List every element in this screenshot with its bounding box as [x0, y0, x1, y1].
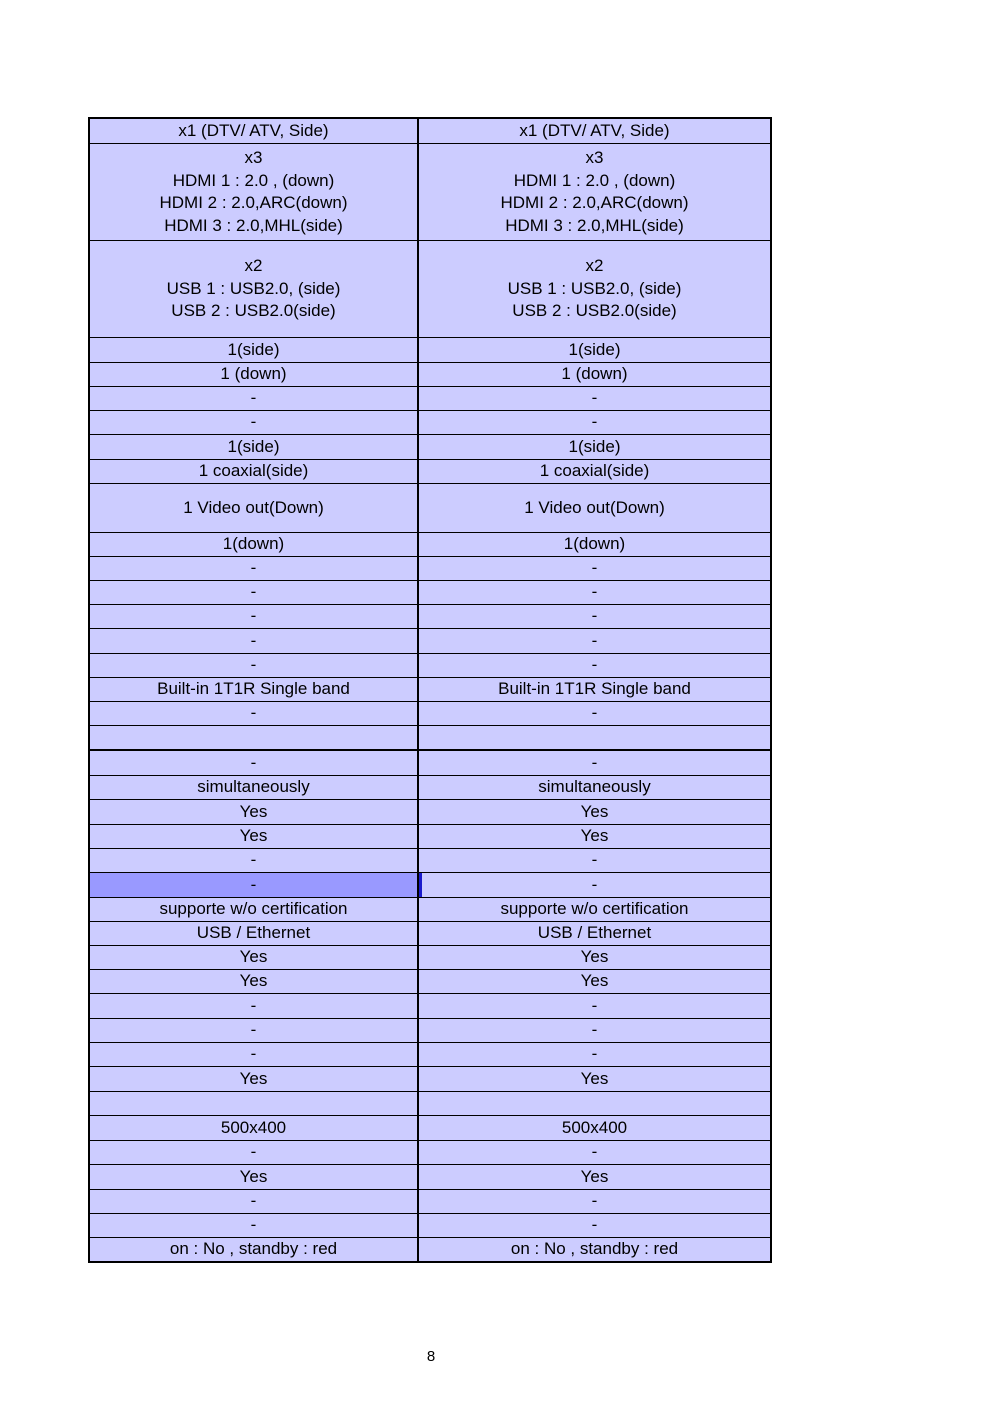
spec-cell-model-a[interactable] — [89, 338, 418, 363]
spec-cell-model-a[interactable] — [89, 1116, 418, 1141]
cell-text-line: 1 coaxial(side) — [198, 461, 309, 481]
cell-text-line: 1(side) — [227, 436, 280, 456]
cell-text-line: - — [591, 850, 598, 870]
table-row — [89, 557, 771, 581]
spec-cell-model-b[interactable] — [418, 533, 771, 557]
cell-text-line: - — [591, 388, 598, 408]
spec-cell-model-b[interactable] — [418, 825, 771, 849]
cell-text-line: USB 1 : USB2.0, (side) — [507, 278, 682, 298]
spec-cell-model-b[interactable] — [418, 1238, 771, 1263]
cell-text-line: - — [250, 850, 257, 870]
cell-text-line: Yes — [580, 1166, 609, 1186]
cell-text-line: - — [250, 412, 257, 432]
spec-cell-model-a[interactable] — [89, 1067, 418, 1092]
spec-cell-model-b[interactable] — [418, 776, 771, 800]
spec-cell-model-b[interactable] — [418, 411, 771, 435]
spec-cell-model-a[interactable] — [89, 726, 418, 751]
cell-text-line: - — [591, 703, 598, 723]
spec-cell-model-a[interactable] — [89, 581, 418, 605]
cell-text-line: on : No , standby : red — [169, 1239, 338, 1259]
cell-text-line: - — [591, 412, 598, 432]
cell-text-line: USB / Ethernet — [196, 923, 311, 943]
spec-cell-model-b[interactable] — [418, 654, 771, 678]
table-row — [89, 825, 771, 849]
table-row — [89, 1067, 771, 1092]
spec-cell-model-a[interactable] — [89, 922, 418, 946]
cell-text-line: 1 Video out(Down) — [524, 497, 665, 517]
cell-text-line: - — [591, 874, 598, 894]
spec-cell-model-b[interactable] — [418, 557, 771, 581]
spec-cell-model-a[interactable] — [89, 678, 418, 702]
spec-cell-model-a[interactable] — [89, 411, 418, 435]
page-number: 8 — [426, 1348, 436, 1365]
table-row — [89, 629, 771, 654]
cell-text-line: Built-in 1T1R Single band — [498, 679, 691, 699]
cell-text-line: - — [250, 1215, 257, 1235]
spec-cell-model-a[interactable] — [89, 605, 418, 629]
spec-cell-model-b[interactable] — [418, 994, 771, 1019]
cell-text-line: Yes — [580, 971, 609, 991]
spec-cell-model-b[interactable] — [418, 363, 771, 387]
spec-cell-model-a[interactable] — [89, 1165, 418, 1190]
spec-cell-model-a[interactable] — [89, 484, 418, 533]
table-row — [89, 849, 771, 873]
cell-text-line: simultaneously — [538, 777, 651, 797]
cell-text-line: HDMI 3 : 2.0,MHL(side) — [505, 215, 684, 235]
spec-cell-model-a[interactable] — [89, 557, 418, 581]
spec-cell-model-a[interactable] — [89, 118, 418, 144]
table-row — [89, 994, 771, 1019]
table-row — [89, 726, 771, 751]
table-row — [89, 605, 771, 629]
cell-text-line: 500x400 — [561, 1117, 628, 1137]
cell-text-line: Yes — [239, 971, 268, 991]
cell-text-line: x2 — [585, 256, 604, 276]
spec-cell-model-b[interactable] — [418, 629, 771, 654]
spec-cell-model-b[interactable] — [418, 750, 771, 776]
cell-text-line: - — [250, 1191, 257, 1211]
spec-cell-model-b[interactable] — [418, 338, 771, 363]
cell-text-line: - — [250, 655, 257, 675]
table-row — [89, 435, 771, 460]
cell-text-line: - — [591, 1020, 598, 1040]
cell-text-line: - — [250, 582, 257, 602]
cell-text-line: x3 — [244, 148, 263, 167]
table-row — [89, 363, 771, 387]
spec-cell-model-a[interactable] — [89, 946, 418, 970]
cell-text-line: x2 — [244, 256, 263, 276]
spec-cell-model-b[interactable] — [418, 1019, 771, 1043]
table-row — [89, 1165, 771, 1190]
cell-text-line: Yes — [239, 826, 268, 846]
spec-cell-model-b[interactable] — [418, 484, 771, 533]
spec-cell-model-a[interactable] — [89, 435, 418, 460]
table-row — [89, 922, 771, 946]
cell-text-line: USB / Ethernet — [537, 923, 652, 943]
cell-text-line: USB 2 : USB2.0(side) — [512, 301, 677, 321]
spec-cell-model-b[interactable] — [418, 1043, 771, 1067]
cell-text-line: - — [250, 606, 257, 626]
table-row — [89, 946, 771, 970]
table-row — [89, 678, 771, 702]
cell-text-line: 1(down) — [563, 534, 626, 554]
cell-text-line: HDMI 2 : 2.0,ARC(down) — [159, 193, 348, 212]
cell-text-line: - — [250, 558, 257, 578]
spec-cell-model-a[interactable] — [89, 1092, 418, 1116]
spec-cell-model-a[interactable] — [89, 241, 418, 338]
spec-cell-model-a[interactable] — [89, 994, 418, 1019]
cell-text-line: - — [591, 582, 598, 602]
table-row — [89, 750, 771, 776]
spec-cell-model-b[interactable] — [418, 1214, 771, 1238]
spec-cell-model-b[interactable] — [418, 581, 771, 605]
cell-text-line: - — [591, 630, 598, 650]
table-row — [89, 1141, 771, 1165]
cell-text-line: USB 1 : USB2.0, (side) — [166, 278, 341, 298]
spec-cell-model-a[interactable] — [89, 825, 418, 849]
cell-text-line: - — [591, 606, 598, 626]
cell-text-line: 1(side) — [568, 339, 621, 359]
cell-text-line: 1 coaxial(side) — [539, 461, 650, 481]
spec-cell-model-b[interactable] — [418, 873, 771, 898]
spec-cell-model-b[interactable] — [418, 1190, 771, 1214]
cell-text-line: - — [591, 655, 598, 675]
spec-cell-model-b[interactable] — [418, 1141, 771, 1165]
spec-cell-model-a[interactable] — [89, 533, 418, 557]
cell-text-line: HDMI 3 : 2.0,MHL(side) — [164, 215, 343, 235]
spec-cell-model-a[interactable] — [89, 750, 418, 776]
spec-cell-model-a[interactable] — [89, 776, 418, 800]
cell-text-line: x3 — [585, 148, 604, 167]
spec-cell-model-a[interactable] — [89, 1019, 418, 1043]
cell-text-line: - — [250, 630, 257, 650]
spec-cell-model-b[interactable] — [418, 922, 771, 946]
spec-cell-model-a[interactable] — [89, 702, 418, 726]
spec-cell-model-a[interactable] — [89, 387, 418, 411]
spec-cell-model-b[interactable] — [418, 435, 771, 460]
table-row — [89, 1238, 771, 1263]
table-row — [89, 1043, 771, 1067]
cell-text-line: supporte w/o certification — [159, 899, 348, 919]
table-row — [89, 1019, 771, 1043]
cell-text-line: - — [591, 1215, 598, 1235]
cell-text-line: 1 (down) — [561, 364, 628, 384]
spec-cell-model-b[interactable] — [418, 898, 771, 922]
spec-cell-model-b[interactable] — [418, 605, 771, 629]
spec-table-body — [89, 118, 771, 1262]
table-row — [89, 1092, 771, 1116]
spec-cell-model-b[interactable] — [418, 241, 771, 338]
table-row — [89, 970, 771, 994]
table-row — [89, 654, 771, 678]
spec-cell-model-a[interactable] — [89, 654, 418, 678]
spec-cell-model-a[interactable] — [89, 629, 418, 654]
cell-text-line: Yes — [239, 801, 268, 821]
cell-text-line: USB 2 : USB2.0(side) — [171, 301, 336, 321]
spec-cell-model-b[interactable] — [418, 726, 771, 751]
table-row — [89, 387, 771, 411]
cell-text-line: 500x400 — [220, 1117, 287, 1137]
cell-text-line: x1 (DTV/ ATV, Side) — [519, 120, 670, 140]
spec-cell-model-b[interactable] — [418, 800, 771, 825]
cell-text-line: HDMI 1 : 2.0 , (down) — [513, 170, 676, 190]
spec-cell-model-b[interactable] — [418, 1092, 771, 1116]
table-row — [89, 411, 771, 435]
spec-cell-model-b[interactable] — [418, 678, 771, 702]
cell-text-line: - — [250, 388, 257, 408]
cell-text-line: - — [591, 752, 598, 772]
cell-text-line: Yes — [239, 1166, 268, 1186]
spec-cell-model-b[interactable] — [418, 387, 771, 411]
cell-text-line: HDMI 1 : 2.0 , (down) — [172, 170, 335, 190]
table-row — [89, 1214, 771, 1238]
cell-text-line: 1(side) — [227, 339, 280, 359]
table-row — [89, 1116, 771, 1141]
table-row — [89, 702, 771, 726]
table-row — [89, 1190, 771, 1214]
spec-cell-model-b[interactable] — [418, 460, 771, 484]
cell-text-line: - — [591, 995, 598, 1015]
spec-cell-model-a[interactable] — [89, 1141, 418, 1165]
spec-cell-model-a[interactable] — [89, 1238, 418, 1263]
cell-text-line: Built-in 1T1R Single band — [157, 679, 350, 699]
spec-cell-model-b[interactable] — [418, 1165, 771, 1190]
cell-text-line: on : No , standby : red — [510, 1239, 679, 1259]
table-row — [89, 118, 771, 144]
spec-cell-model-b[interactable] — [418, 970, 771, 994]
spec-cell-model-a[interactable] — [89, 1214, 418, 1238]
cell-text-line: 1(side) — [568, 436, 621, 456]
cell-text-line: - — [591, 1044, 598, 1064]
cell-text-line: Yes — [239, 947, 268, 967]
table-row — [89, 460, 771, 484]
cell-text-line: - — [591, 558, 598, 578]
cell-text-line: x1 (DTV/ ATV, Side) — [178, 120, 329, 140]
spec-cell-model-b[interactable] — [418, 118, 771, 144]
spec-cell-model-a[interactable] — [89, 898, 418, 922]
spec-cell-model-b[interactable] — [418, 702, 771, 726]
cell-text-line: - — [250, 703, 257, 723]
table-row — [89, 898, 771, 922]
spec-cell-model-a[interactable] — [89, 1190, 418, 1214]
spec-cell-model-a[interactable] — [89, 873, 418, 898]
cell-text-line: 1 (down) — [220, 364, 287, 384]
cell-text-line: Yes — [580, 801, 609, 821]
cell-text-line: 1(down) — [222, 534, 285, 554]
spec-cell-model-a[interactable] — [89, 144, 418, 241]
cell-text-line: - — [250, 1044, 257, 1064]
spec-cell-model-b[interactable] — [418, 1116, 771, 1141]
table-row — [89, 241, 771, 338]
cell-text-line: Yes — [580, 826, 609, 846]
cell-text-line: - — [250, 1142, 257, 1162]
cell-text-line: Yes — [239, 1068, 268, 1088]
table-row — [89, 873, 771, 898]
cell-text-line: Yes — [580, 947, 609, 967]
spec-cell-model-a[interactable] — [89, 460, 418, 484]
cell-text-line: - — [591, 1142, 598, 1162]
cell-text-line: supporte w/o certification — [500, 899, 689, 919]
spec-cell-model-a[interactable] — [89, 1043, 418, 1067]
spec-cell-model-a[interactable] — [89, 849, 418, 873]
spec-cell-model-b[interactable] — [418, 946, 771, 970]
cell-text-line: Yes — [580, 1068, 609, 1088]
table-row — [89, 776, 771, 800]
cell-text-line: - — [250, 995, 257, 1015]
table-row — [89, 484, 771, 533]
spec-table — [88, 117, 772, 1263]
cell-text-line: - — [250, 752, 257, 772]
spec-cell-model-b[interactable] — [418, 144, 771, 241]
cell-text-line: 1 Video out(Down) — [183, 497, 324, 517]
table-row — [89, 581, 771, 605]
table-row — [89, 144, 771, 241]
spec-cell-model-a[interactable] — [89, 800, 418, 825]
cell-text-line: HDMI 2 : 2.0,ARC(down) — [500, 193, 689, 212]
spec-cell-model-b[interactable] — [418, 1067, 771, 1092]
cell-text-line: - — [591, 1191, 598, 1211]
table-row — [89, 800, 771, 825]
table-row — [89, 338, 771, 363]
spec-cell-model-a[interactable] — [89, 970, 418, 994]
spec-cell-model-a[interactable] — [89, 363, 418, 387]
cell-text-line: - — [250, 874, 257, 894]
table-row — [89, 533, 771, 557]
spec-cell-model-b[interactable] — [418, 849, 771, 873]
cell-text-line: - — [250, 1020, 257, 1040]
cell-text-line: simultaneously — [197, 777, 310, 797]
